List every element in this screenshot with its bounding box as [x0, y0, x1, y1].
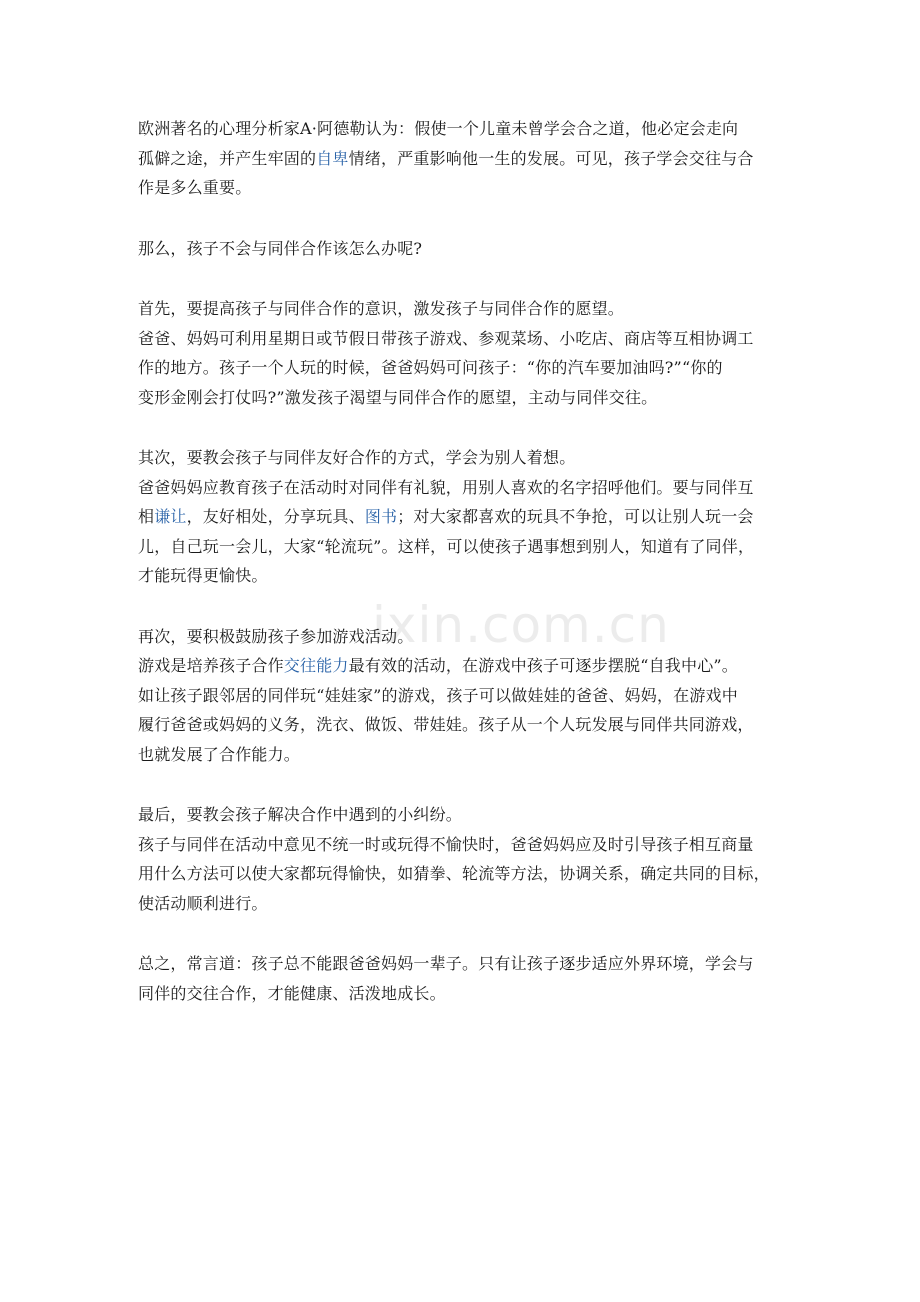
text-segment: 首先，要提高孩子与同伴合作的意识，激发孩子与同伴合作的愿望。 — [138, 299, 625, 318]
text-line — [138, 622, 788, 652]
text-segment: 其次，要教会孩子与同伴友好合作的方式，学会为别人着想。 — [138, 448, 576, 467]
text-segment: 总之，常言道：孩子总不能跟爸爸妈妈一辈子。只有让孩子逐步适应外界环境，学会与 — [138, 954, 754, 973]
text-line — [138, 234, 788, 264]
text-line — [138, 651, 788, 681]
text-line — [138, 324, 788, 354]
paragraph — [138, 234, 788, 264]
text-line — [138, 383, 788, 413]
text-line — [138, 353, 788, 383]
text-segment: 相 — [138, 507, 155, 526]
text-segment: 变形金刚会打仗吗?”激发孩子渴望与同伴合作的愿望，主动与同伴交往。 — [138, 387, 658, 407]
text-segment: 同伴的交往合作，才能健康、活泼地成长。 — [138, 983, 446, 1003]
text-segment: 游戏是培养孩子合作 — [138, 656, 284, 675]
text-segment: 使活动顺利进行。 — [138, 893, 268, 913]
inline-link[interactable]: 谦让 — [154, 507, 187, 526]
text-segment: 情绪，严重影响他一生的发展。可见，孩子学会交往与合 — [348, 148, 754, 168]
text-segment: 也就发展了合作能力。 — [138, 744, 301, 764]
document-body — [138, 114, 788, 1039]
inline-link[interactable]: 自卑 — [316, 148, 349, 168]
watermark: ixin.com.cn — [372, 596, 670, 654]
text-segment: 欧洲著名的心理分析家A·阿德勒认为：假使一个儿童未曾学会合之道，他必定会走向 — [138, 119, 739, 138]
text-segment: 再次，要积极鼓励孩子参加游戏活动。 — [138, 626, 414, 646]
paragraph — [138, 949, 788, 1008]
text-line — [138, 144, 788, 174]
text-line — [138, 443, 788, 473]
text-segment: ，友好相处，分享玩具、 — [186, 507, 365, 526]
text-line — [138, 294, 788, 324]
paragraph — [138, 443, 788, 591]
text-line — [138, 532, 788, 562]
text-segment: 作是多么重要。 — [138, 178, 252, 197]
text-segment: 履行爸爸或妈妈的义务，洗衣、做饭、带娃娃。孩子从一个人玩发展与同伴共同游戏， — [138, 715, 754, 734]
text-line — [138, 979, 788, 1009]
text-segment: ；对大家都喜欢的玩具不争抢，可以让别人玩一会 — [397, 507, 754, 526]
text-segment: 孩子与同伴在活动中意见不统一时或玩得不愉快时，爸爸妈妈应及时引导孩子相互商量 — [138, 834, 754, 854]
text-segment: 儿，自己玩一会儿，大家“轮流玩”。这样，可以使孩子遇事想到别人，知道有了同伴， — [138, 536, 755, 556]
text-segment: 作的地方。孩子一个人玩的时候，爸爸妈妈可问孩子：“你的汽车要加油吗?”“你的 — [138, 358, 723, 377]
text-line — [138, 114, 788, 144]
text-line — [138, 681, 788, 711]
text-segment: 那么，孩子不会与同伴合作该怎么办呢? — [138, 238, 423, 258]
paragraph — [138, 800, 788, 918]
paragraph — [138, 294, 788, 412]
text-line — [138, 473, 788, 503]
text-segment: 爸爸、妈妈可利用星期日或节假日带孩子游戏、参观菜场、小吃店、商店等互相协调工 — [138, 328, 754, 348]
text-segment: 最有效的活动，在游戏中孩子可逐步摆脱“自我中心”。 — [348, 656, 738, 675]
paragraph — [138, 622, 788, 770]
paragraph — [138, 114, 788, 203]
text-segment: 用什么方法可以使大家都玩得愉快，如猜拳、轮流等方法，协调关系，确定共同的目标， — [138, 864, 770, 883]
text-line — [138, 949, 788, 979]
text-segment: 才能玩得更愉快。 — [138, 566, 268, 585]
inline-link[interactable]: 图书 — [364, 507, 398, 526]
text-line — [138, 502, 788, 532]
text-line — [138, 859, 788, 889]
text-line — [138, 830, 788, 860]
text-segment: 最后，要教会孩子解决合作中遇到的小纠纷。 — [138, 805, 463, 824]
text-line — [138, 173, 788, 203]
text-line — [138, 800, 788, 830]
text-line — [138, 710, 788, 740]
text-segment: 如让孩子跟邻居的同伴玩“娃娃家”的游戏，孩子可以做娃娃的爸爸、妈妈，在游戏中 — [138, 685, 738, 705]
text-line — [138, 740, 788, 770]
text-segment: 爸爸妈妈应教育孩子在活动时对同伴有礼貌，用别人喜欢的名字招呼他们。要与同伴互 — [138, 477, 754, 497]
text-line — [138, 889, 788, 919]
text-segment: 孤僻之途，并产生牢固的 — [138, 148, 317, 168]
text-line — [138, 561, 788, 591]
inline-link[interactable]: 交往能力 — [283, 656, 349, 675]
